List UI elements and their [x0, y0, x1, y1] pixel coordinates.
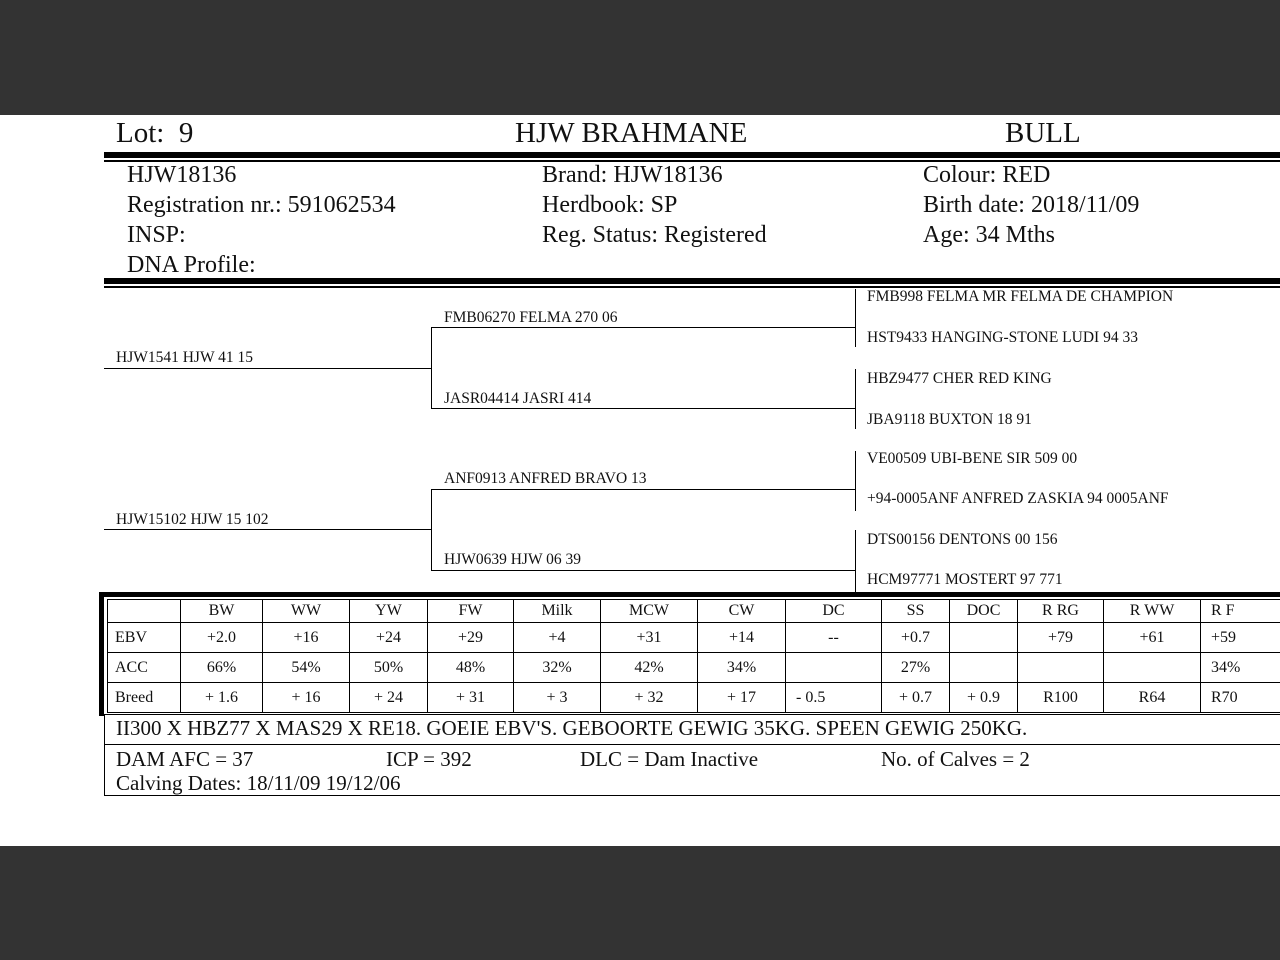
ebv-cell: - 0.5: [786, 683, 882, 713]
pedigree-dam: HJW15102 HJW 15 102: [116, 511, 269, 528]
ebv-frame-top: [99, 592, 1280, 597]
ebv-cell: + 32: [601, 683, 698, 713]
ebv-cell: +2.0: [181, 623, 263, 653]
ebv-frame-left: [99, 592, 104, 716]
ebv-cell: [1104, 653, 1201, 683]
ebv-row-label: Breed: [108, 683, 181, 713]
brand-field: Brand: HJW18136: [542, 162, 723, 188]
remarks-left-rule: [104, 714, 105, 796]
pedigree-connector: [855, 369, 856, 429]
ebv-cell: 34%: [1201, 653, 1280, 683]
ebv-cell: + 0.9: [950, 683, 1018, 713]
ebv-cell: +16: [263, 623, 350, 653]
ebv-cell: +14: [698, 623, 786, 653]
pedigree-g3-7: DTS00156 DENTONS 00 156: [867, 531, 1058, 548]
ebv-cell: [1018, 653, 1104, 683]
ebv-cell: + 1.6: [181, 683, 263, 713]
pedigree-connector: [855, 451, 856, 511]
ebv-cell: --: [786, 623, 882, 653]
ebv-cell: + 0.7: [882, 683, 950, 713]
ebv-cell: + 17: [698, 683, 786, 713]
ebv-header-rf: R F: [1201, 600, 1280, 623]
pedigree-connector: [855, 530, 856, 592]
ebv-cell: 42%: [601, 653, 698, 683]
pedigree-g3-8: HCM97771 MOSTERT 97 771: [867, 571, 1063, 588]
pedigree-g3-1: FMB998 FELMA MR FELMA DE CHAMPION: [867, 288, 1174, 305]
ebv-header-cw: CW: [698, 600, 786, 623]
ebv-header-mcw: MCW: [601, 600, 698, 623]
ebv-cell: + 24: [350, 683, 428, 713]
ebv-cell: [950, 653, 1018, 683]
ebv-header-rrg: R RG: [1018, 600, 1104, 623]
ebv-table: [107, 599, 1280, 713]
ebv-row-ebv: [108, 623, 1280, 653]
ebv-cell: 48%: [428, 653, 514, 683]
age-field: Age: 34 Mths: [923, 222, 1055, 248]
header-rule-thick: [104, 152, 1280, 158]
pedigree-line: [431, 408, 856, 409]
pedigree-sire: HJW1541 HJW 41 15: [116, 349, 254, 366]
ebv-cell: +59: [1201, 623, 1280, 653]
pedigree-g3-3: HBZ9477 CHER RED KING: [867, 370, 1052, 387]
ebv-header-rww: R WW: [1104, 600, 1201, 623]
dam-afc: DAM AFC = 37: [116, 747, 254, 771]
pedigree-connector: [431, 489, 432, 571]
ebv-header-row: [108, 600, 1280, 623]
ebv-header-ww: WW: [263, 600, 350, 623]
icp-value: ICP = 392: [386, 747, 472, 771]
pedigree-g3-2: HST9433 HANGING-STONE LUDI 94 33: [867, 329, 1138, 346]
pedigree-g3-6: +94-0005ANF ANFRED ZASKIA 94 0005ANF: [867, 490, 1169, 507]
birth-date: Birth date: 2018/11/09: [923, 192, 1140, 218]
ebv-row-breed: [108, 683, 1280, 713]
ebv-cell: + 16: [263, 683, 350, 713]
ebv-row-acc: [108, 653, 1280, 683]
herdbook-field: Herdbook: SP: [542, 192, 678, 218]
ebv-header-milk: Milk: [514, 600, 601, 623]
animal-id: HJW18136: [127, 162, 237, 188]
colour-field: Colour: RED: [923, 162, 1051, 188]
ebv-cell: [786, 653, 882, 683]
ebv-header-ss: SS: [882, 600, 950, 623]
ebv-cell: + 3: [514, 683, 601, 713]
pedigree-line: [104, 529, 432, 530]
pedigree-sire-dam: JASR04414 JASRI 414: [444, 390, 592, 407]
animal-sex: BULL: [1005, 117, 1081, 149]
ebv-header-yw: YW: [350, 600, 428, 623]
lot-number: 9: [178, 117, 194, 149]
dna-profile: DNA Profile:: [127, 252, 256, 278]
registration-number: Registration nr.: 591062534: [127, 192, 396, 218]
animal-name: HJW BRAHMANE: [515, 117, 748, 149]
ebv-cell: +61: [1104, 623, 1201, 653]
pedigree-dam-dam: HJW0639 HJW 06 39: [444, 551, 582, 568]
ebv-cell: R70: [1201, 683, 1280, 713]
insp-field: INSP:: [127, 222, 186, 248]
ebv-cell: [950, 623, 1018, 653]
pedigree-g3-4: JBA9118 BUXTON 18 91: [867, 411, 1032, 428]
pedigree-sire-sire: FMB06270 FELMA 270 06: [444, 309, 618, 326]
ebv-header-dc: DC: [786, 600, 882, 623]
pedigree-g3-5: VE00509 UBI-BENE SIR 509 00: [867, 450, 1078, 467]
dlc-status: DLC = Dam Inactive: [580, 747, 759, 771]
ebv-cell: +24: [350, 623, 428, 653]
ebv-cell: +29: [428, 623, 514, 653]
pedigree-dam-sire: ANF0913 ANFRED BRAVO 13: [444, 470, 647, 487]
calving-dates: Calving Dates: 18/11/09 19/12/06: [116, 771, 401, 795]
ebv-cell: 34%: [698, 653, 786, 683]
ebv-cell: +4: [514, 623, 601, 653]
number-of-calves: No. of Calves = 2: [881, 747, 1030, 771]
lot-sheet: [0, 115, 1280, 846]
ebv-cell: +79: [1018, 623, 1104, 653]
remarks-divider: [104, 744, 1280, 745]
ebv-cell: 54%: [263, 653, 350, 683]
pedigree-connector: [431, 327, 432, 409]
ebv-cell: 66%: [181, 653, 263, 683]
lot-label: Lot: 9: [116, 117, 194, 149]
ebv-header-bw: BW: [181, 600, 263, 623]
pedigree-line: [431, 489, 856, 490]
ebv-header-corner: [108, 600, 181, 623]
reg-status: Reg. Status: Registered: [542, 222, 767, 248]
ebv-row-label: EBV: [108, 623, 181, 653]
remarks-text: II300 X HBZ77 X MAS29 X RE18. GOEIE EBV'S. GEBOORTE GEWIG 35KG. SPEEN GEWIG 250KG.: [116, 716, 1028, 740]
pedigree-line: [431, 327, 856, 328]
info-rule-thick: [104, 278, 1280, 284]
pedigree-line: [431, 570, 856, 571]
ebv-cell: +31: [601, 623, 698, 653]
remarks-bottom-rule: [104, 795, 1280, 796]
pedigree-line: [104, 368, 432, 369]
ebv-cell: 50%: [350, 653, 428, 683]
ebv-cell: +0.7: [882, 623, 950, 653]
ebv-row-label: ACC: [108, 653, 181, 683]
ebv-cell: R100: [1018, 683, 1104, 713]
ebv-header-doc: DOC: [950, 600, 1018, 623]
ebv-header-fw: FW: [428, 600, 514, 623]
ebv-cell: 27%: [882, 653, 950, 683]
ebv-cell: R64: [1104, 683, 1201, 713]
ebv-cell: + 31: [428, 683, 514, 713]
ebv-cell: 32%: [514, 653, 601, 683]
pedigree-connector: [855, 289, 856, 347]
